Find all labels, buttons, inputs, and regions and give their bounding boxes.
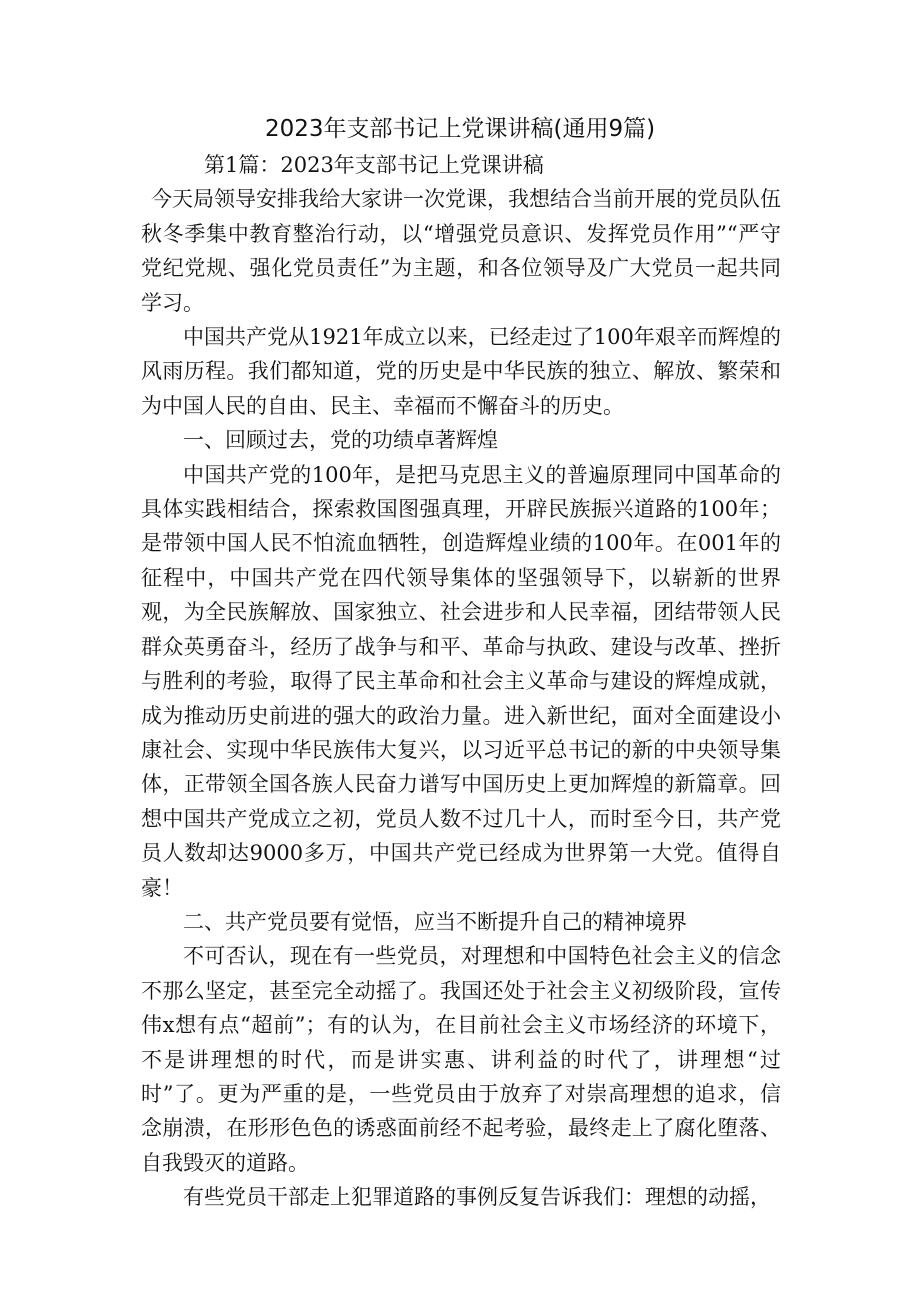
document-body: [141, 148, 781, 1215]
section-subtitle: 第1篇：2023年支部书记上党课讲稿: [204, 153, 544, 177]
section-heading-two: 二、共产党员要有觉悟，应当不断提升自己的精神境界: [183, 909, 687, 934]
paragraph-examples: 有些党员干部走上犯罪道路的事例反复告诉我们：理想的动摇，: [183, 1185, 771, 1210]
paragraph-history: 中国共产党从1921年成立以来，已经走过了100年艰辛而辉煌的风雨历程。我们都知道，党的历史是中华民族的独立、解放、繁荣和为中国人民的自由、民主、幸福而不懈奋斗的历史。: [141, 325, 781, 418]
paragraph-intro: 今天局领导安排我给大家讲一次党课，我想结合当前开展的党员队伍秋冬季集中教育整治行动，以“增强党员意识、发挥党员作用”“严守党纪党规、强化党员责任”为主题，和各位领导及广大党员一起共同学习。: [141, 187, 781, 315]
paragraph-ideals: 不可否认，现在有一些党员，对理想和中国特色社会主义的信念不那么坚定，甚至完全动摇了。我国还处于社会主义初级阶段，宣传伟x想有点“超前”；有的认为，在目前社会主义市场经济的环境下，不是讲理想的时代，而是讲实惠、讲利益的时代了，讲理想“过时”了。更为严重的是，一些党员由于放弃了对崇高理想的追求，信念崩溃，在形形色色的诱惑面前经不起考验，最终走上了腐化堕落、自我毁灭的道路。: [141, 944, 781, 1175]
paragraph-achievements: 中国共产党的100年，是把马克思主义的普遍原理同中国革命的具体实践相结合，探索救国图强真理，开辟民族振兴道路的100年；是带领中国人民不怕流血牺牲，创造辉煌业绩的100年。在001年的征程中，中国共产党在四代领导集体的坚强领导下，以崭新的世界观，为全民族解放、国家独立、社会进步和人民幸福，团结带领人民群众英勇奋斗，经历了战争与和平、革命与执政、建设与改革、挫折与胜利的考验，取得了民主革命和社会主义革命与建设的辉煌成就，成为推动历史前进的强大的政治力量。进入新世纪，面对全面建设小康社会、实现中华民族伟大复兴，以习近平总书记的新的中央领导集体，正带领全国各族人民奋力谱写中国历史上更加辉煌的新篇章。回想中国共产党成立之初，党员人数不过几十人，而时至今日，共产党员人数却达9000多万，中国共产党已经成为世界第一大党。值得自豪！: [141, 462, 781, 900]
document-title: 2023年支部书记上党课讲稿(通用9篇): [264, 116, 656, 142]
section-heading-one: 一、回顾过去，党的功绩卓著辉煌: [183, 428, 498, 453]
